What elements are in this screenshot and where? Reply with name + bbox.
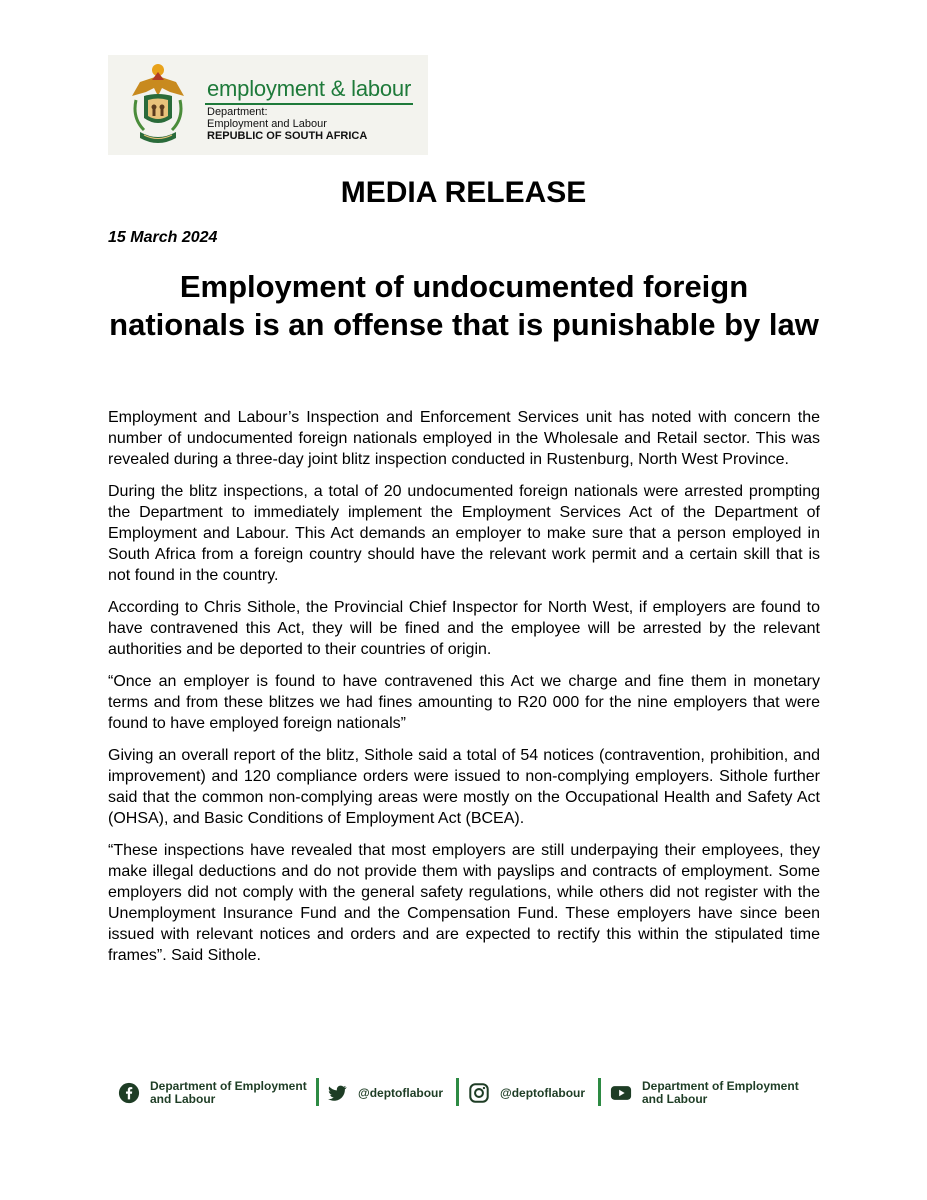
facebook-link[interactable] [118,1076,307,1110]
separator [316,1078,319,1106]
youtube-label-line2: and Labour [642,1092,708,1106]
youtube-icon [610,1082,632,1104]
instagram-link[interactable] [468,1076,585,1110]
release-date: 15 March 2024 [108,229,218,246]
headline: Employment of undocumented foreign nationals is an offense that is punishable by law [109,269,819,342]
brand-divider [205,103,413,105]
social-footer [118,1076,818,1110]
article-body [108,407,820,977]
coat-of-arms-icon [126,62,190,150]
brand-title: employment & labour [207,76,412,101]
facebook-icon [118,1082,140,1104]
paragraph: “Once an employer is found to have contravened this Act we charge and fine them in monetary terms and from these blitzes we had fines amounting to R20 000 for the nine employers that were found to have employed foreign nationals” [108,673,820,732]
instagram-icon [468,1082,490,1104]
media-release-label: MEDIA RELEASE [340,176,587,209]
youtube-link[interactable] [610,1076,799,1110]
separator [456,1078,459,1106]
paragraph: Employment and Labour’s Inspection and Enforcement Services unit has noted with concern the number of undocumented foreign nationals employed in the Wholesale and Retail sector. This was revealed during a three-day joint blitz inspection conducted in Rustenburg, North West Province. [108,409,820,468]
facebook-label-line1: Department of Employment [150,1079,307,1093]
paragraph: Giving an overall report of the blitz, Sithole said a total of 54 notices (contravention, prohibition, and improvement) and 120 compliance orders were issued to non-complying employers. Sithole further said that the common non-complying areas were mostly on the Occupational Health and Safety Act (OHSA), and Basic Conditions of Employment Act (BCEA). [108,747,820,827]
facebook-label-line2: and Labour [150,1092,216,1106]
department-name: Employment and Labour [207,118,327,130]
twitter-handle: @deptoflabour [358,1085,444,1100]
paragraph: “These inspections have revealed that most employers are still underpaying their employees, they make illegal deductions and do not provide them with payslips and contracts of employment. Some employers did not comply with the general safety regulations, while others did not register with the Unemployment Insurance Fund and the Compensation Fund. These employers have since been issued with relevant notices and orders and are expected to rectify this within the stipulated time frames”. Said Sithole. [108,842,820,964]
department-block [207,106,367,142]
paragraph: According to Chris Sithole, the Provincial Chief Inspector for North West, if employers are found to have contravened this Act, they will be fined and the employee will be arrested by the relevant authorities and be deported to their countries of origin. [108,599,820,658]
twitter-link[interactable] [326,1076,443,1110]
youtube-label-line1: Department of Employment [642,1079,799,1093]
separator [598,1078,601,1106]
paragraph: During the blitz inspections, a total of 20 undocumented foreign nationals were arrested prompting the Department to immediately implement the Employment Services Act of the Department of Employment and Labour. This Act demands an employer to make sure that a person employed in South Africa from a foreign country should have the relevant work permit and a certain skill that is not found in the country. [108,483,820,584]
department-label: Department: [207,106,268,118]
country-name: REPUBLIC OF SOUTH AFRICA [207,130,368,142]
instagram-handle: @deptoflabour [500,1085,586,1100]
twitter-icon [326,1082,348,1104]
